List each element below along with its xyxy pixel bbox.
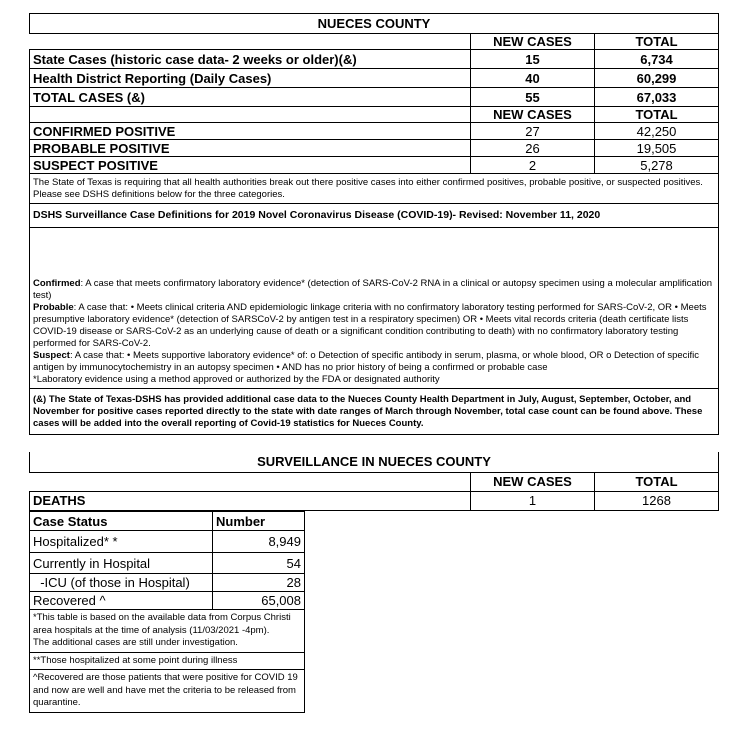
number-header: Number xyxy=(213,512,305,531)
status-label: -ICU (of those in Hospital) xyxy=(30,574,213,592)
status-label: Currently in Hospital xyxy=(30,553,213,574)
positive-label: PROBABLE POSITIVE xyxy=(30,140,471,157)
case-new: 40 xyxy=(471,69,595,88)
new-cases-header: NEW CASES xyxy=(471,34,595,50)
positive-new: 27 xyxy=(471,123,595,140)
positive-label: SUSPECT POSITIVE xyxy=(30,157,471,174)
table-note: *This table is based on the available data from Corpus Christi area hospitals at the time of analysis (11/03/2021 -4pm). The additional cases are still under investigation. xyxy=(30,610,305,653)
deaths-new: 1 xyxy=(471,491,595,510)
case-new: 15 xyxy=(471,50,595,69)
case-total: 60,299 xyxy=(595,69,719,88)
probable-definition: Probable: A case that: • Meets clinical criteria AND epidemiologic linkage criteria with no confirmatory laboratory testing performed for SARS-CoV-2, OR • Meets presumptive laboratory evidence* (detection of SARSCoV-2 by antigen test in a respiratory specimen) OR • Meets vital records criteria (death certificate lists COVID-19 disease or SARS-CoV-2 as an underlying cause of death or a significant condition contributing to death) with no confirmatory laboratory testing performed for SARS-CoV-2. xyxy=(33,302,707,349)
table-row xyxy=(30,140,719,157)
surveillance-title: SURVEILLANCE IN NUECES COUNTY xyxy=(30,452,719,472)
suspect-definition: Suspect: A case that: • Meets supportive laboratory evidence* of: o Detection of specific antibody in serum, plasma, or whole blood, OR o Detection of specific antigen by immunocytochemistry in an autopsy specimen • AND has no prior history of being a confirmed or probable case xyxy=(33,350,700,373)
status-value: 54 xyxy=(213,553,305,574)
case-label: Health District Reporting (Daily Cases) xyxy=(30,69,471,88)
new-cases-header: NEW CASES xyxy=(471,472,595,491)
case-total: 6,734 xyxy=(595,50,719,69)
total-header: TOTAL xyxy=(595,34,719,50)
table-row xyxy=(30,531,305,553)
case-new: 55 xyxy=(471,88,595,107)
positive-total: 19,505 xyxy=(595,140,719,157)
dshs-title: DSHS Surveillance Case Definitions for 2019 Novel Coronavirus Disease (COVID-19)- Revised: November 11, 2020 xyxy=(30,204,719,228)
table-row xyxy=(30,157,719,174)
table-row xyxy=(30,69,719,88)
recovered-note: ^Recovered are those patients that were positive for COVID 19 and now are well and have met the criteria to be released from quarantine. xyxy=(30,670,305,713)
status-value: 28 xyxy=(213,574,305,592)
total-header: TOTAL xyxy=(595,472,719,491)
blank-cell xyxy=(30,472,471,491)
nueces-county-case-table xyxy=(29,13,719,435)
total-header: TOTAL xyxy=(595,107,719,123)
table-row xyxy=(30,123,719,140)
status-label: Hospitalized* * xyxy=(30,531,213,553)
table-row xyxy=(30,88,719,107)
deaths-label: DEATHS xyxy=(30,491,471,510)
hospitalized-note: **Those hospitalized at some point during illness xyxy=(30,652,305,670)
definitions-block xyxy=(30,228,719,389)
confirmed-definition: Confirmed: A case that meets confirmatory laboratory evidence* (detection of SARS-CoV-2 RNA in a clinical or autopsy specimen using a molecular amplification test) xyxy=(33,278,713,301)
positive-new: 26 xyxy=(471,140,595,157)
texas-note: The State of Texas is requiring that all health authorities break out there positive cases into either confirmed positives, probable positive, or suspected positives. Please see DSHS definitions below for the three categories. xyxy=(30,174,719,204)
case-total: 67,033 xyxy=(595,88,719,107)
surveillance-table xyxy=(29,452,719,511)
blank-cell xyxy=(30,107,471,123)
positive-total: 5,278 xyxy=(595,157,719,174)
positive-new: 2 xyxy=(471,157,595,174)
case-label: TOTAL CASES (&) xyxy=(30,88,471,107)
new-cases-header: NEW CASES xyxy=(471,107,595,123)
case-label: State Cases (historic case data- 2 weeks or older)(&) xyxy=(30,50,471,69)
status-label: Recovered ^ xyxy=(30,592,213,610)
table-row xyxy=(30,592,305,610)
lab-note: *Laboratory evidence using a method approved or authorized by the FDA or designated authority xyxy=(33,374,440,385)
state-note: (&) The State of Texas-DSHS has provided additional case data to the Nueces County Health Department in July, August, September, October, and November for positive cases reported directly to the state with date ranges of March through November, total case count can be found above. These cases will be added into the overall reporting of Covid-19 statistics for Nueces County. xyxy=(30,389,719,435)
table-row xyxy=(30,553,305,574)
status-value: 8,949 xyxy=(213,531,305,553)
positive-label: CONFIRMED POSITIVE xyxy=(30,123,471,140)
blank-cell xyxy=(30,34,471,50)
county-title: NUECES COUNTY xyxy=(30,14,719,34)
case-status-table xyxy=(29,511,305,713)
table-row xyxy=(30,574,305,592)
case-status-header: Case Status xyxy=(30,512,213,531)
table-row xyxy=(30,50,719,69)
positive-total: 42,250 xyxy=(595,123,719,140)
status-value: 65,008 xyxy=(213,592,305,610)
deaths-total: 1268 xyxy=(595,491,719,510)
